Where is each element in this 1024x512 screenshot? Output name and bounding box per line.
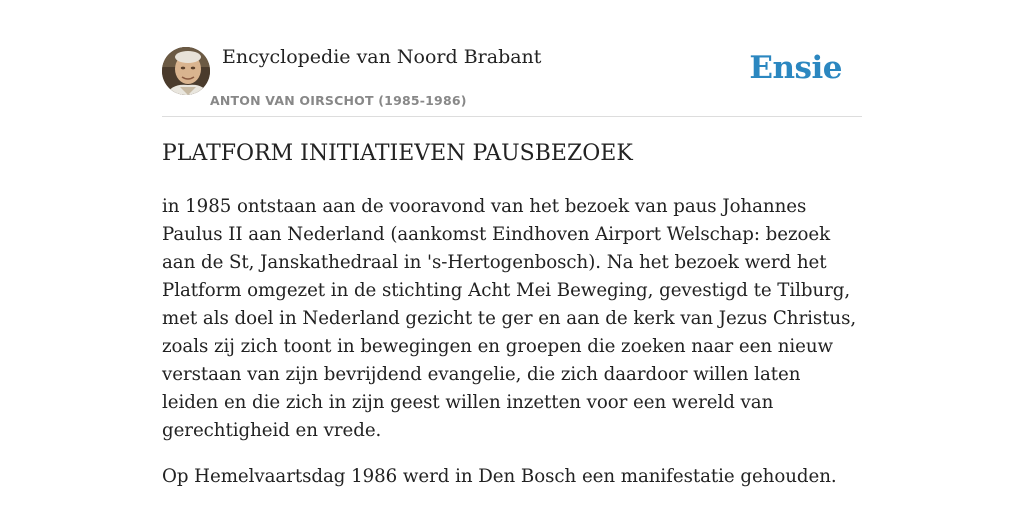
entry-title: PLATFORM INITIATIEVEN PAUSBEZOEK <box>162 141 633 166</box>
brand-logo[interactable]: Ensie <box>749 50 842 86</box>
author-name[interactable]: ANTON VAN OIRSCHOT (1985-1986) <box>210 93 467 108</box>
author-avatar[interactable] <box>162 47 210 95</box>
author-portrait-icon <box>162 47 210 95</box>
header <box>162 0 862 117</box>
source-title[interactable]: Encyclopedie van Noord Brabant <box>222 46 542 68</box>
entry-paragraph: in 1985 ontstaan aan de vooravond van het bezoek van paus Johannes Paulus II aan Nederland (aankomst Eindhoven Airport Welschap: bezoek aan de St, Janskathedraal in 's-Hertogenbosch). Na het bezoek werd het Platform omgezet in de stichting Acht Mei Beweging, gevestigd te Tilburg, met als doel in Nederland gezicht te ger en aan de kerk van Jezus Christus, zoals zij zich toont in bewegingen en groepen die zoeken naar een nieuw verstaan van zijn bevrijdend evangelie, die zich daardoor willen laten leiden en die zich in zijn geest willen inzetten voor een wereld van gerechtigheid en vrede. <box>162 196 857 441</box>
entry-paragraph: Op Hemelvaartsdag 1986 werd in Den Bosch een manifestatie gehouden. <box>162 466 837 487</box>
entry-body <box>162 193 862 509</box>
page <box>162 0 862 512</box>
